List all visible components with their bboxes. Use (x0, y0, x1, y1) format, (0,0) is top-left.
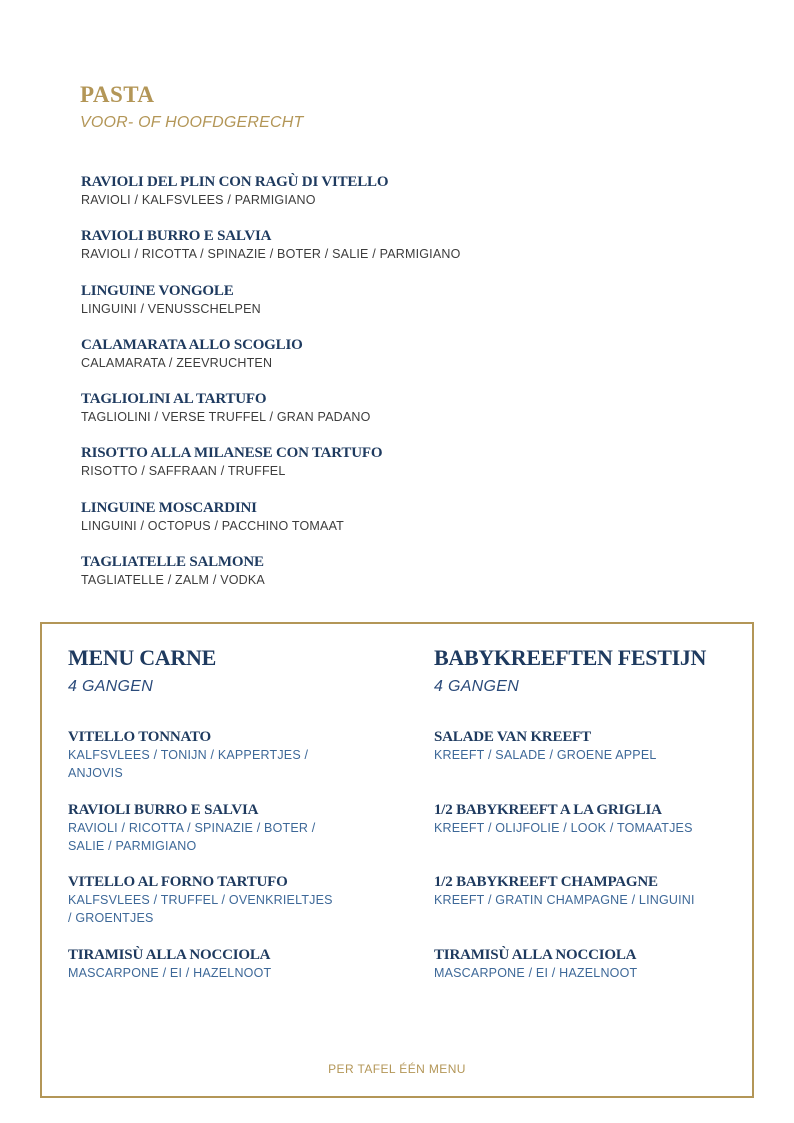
menu-babykreeften-title: BABYKREEFTEN FESTIJN (434, 645, 707, 670)
course-item (434, 946, 734, 1019)
dish-description: RISOTTO / SAFFRAAN / TRUFFEL (81, 464, 286, 479)
dish-item (81, 336, 641, 390)
pasta-title: PASTA (80, 82, 155, 107)
menu-footer-note: PER TAFEL ÉÉN MENU (328, 1062, 466, 1076)
course-name: TIRAMISÙ ALLA NOCCIOLA (434, 946, 637, 963)
dish-description: TAGLIOLINI / VERSE TRUFFEL / GRAN PADANO (81, 410, 371, 425)
course-description: KALFSVLEES / TONIJN / KAPPERTJES / ANJOVIS (68, 748, 309, 780)
dish-description: TAGLIATELLE / ZALM / VODKA (81, 573, 265, 588)
course-description: MASCARPONE / EI / HAZELNOOT (434, 965, 638, 980)
dish-name: RISOTTO ALLA MILANESE CON TARTUFO (81, 445, 383, 462)
course-item (68, 946, 368, 1019)
menu-babykreeften-courses (434, 728, 734, 1018)
dish-description: CALAMARATA / ZEEVRUCHTEN (81, 355, 273, 370)
dish-description: RAVIOLI / RICOTTA / SPINAZIE / BOTER / SALIE / PARMIGIANO (81, 247, 461, 262)
course-item (68, 801, 368, 874)
course-description: MASCARPONE / EI / HAZELNOOT (68, 965, 272, 980)
course-item (434, 728, 734, 801)
set-menus-box (40, 622, 754, 1098)
course-item (434, 801, 734, 874)
course-description: KALFSVLEES / TRUFFEL / OVENKRIELTJES / GROENTJES (68, 893, 333, 925)
course-description: KREEFT / OLIJFOLIE / LOOK / TOMAATJES (434, 820, 693, 835)
course-name: VITELLO AL FORNO TARTUFO (68, 874, 288, 890)
dish-name: TAGLIOLINI AL TARTUFO (81, 391, 267, 408)
menu-carne-subtitle: 4 GANGEN (68, 678, 154, 695)
dish-name: TAGLIATELLE SALMONE (81, 554, 264, 571)
course-name: VITELLO TONNATO (68, 729, 212, 745)
dish-item (81, 227, 641, 281)
course-item (434, 873, 734, 946)
dish-item (81, 499, 641, 553)
dish-item (81, 553, 641, 607)
menu-babykreeften-subtitle: 4 GANGEN (434, 678, 520, 695)
course-item (68, 728, 368, 801)
dish-item (81, 390, 641, 444)
dish-description: LINGUINI / VENUSSCHELPEN (81, 301, 261, 316)
dish-item (81, 282, 641, 336)
dish-item (81, 173, 641, 227)
dish-name: CALAMARATA ALLO SCOGLIO (81, 336, 303, 353)
course-name: 1/2 BABYKREEFT CHAMPAGNE (434, 874, 658, 890)
menu-babykreeften (434, 644, 734, 1018)
pasta-list (81, 173, 641, 607)
menu-carne-title: MENU CARNE (68, 645, 216, 670)
course-name: SALADE VAN KREEFT (434, 729, 591, 745)
course-name: 1/2 BABYKREEFT A LA GRIGLIA (434, 801, 662, 818)
dish-name: LINGUINE MOSCARDINI (81, 499, 257, 516)
course-item (68, 873, 368, 946)
dish-description: LINGUINI / OCTOPUS / PACCHINO TOMAAT (81, 518, 345, 533)
course-description: KREEFT / GRATIN CHAMPAGNE / LINGUINI (434, 893, 695, 907)
menu-carne (68, 644, 368, 1018)
dish-item (81, 444, 641, 498)
dish-name: RAVIOLI DEL PLIN CON RAGÙ DI VITELLO (81, 174, 389, 190)
course-name: TIRAMISÙ ALLA NOCCIOLA (68, 946, 271, 963)
course-description: RAVIOLI / RICOTTA / SPINAZIE / BOTER / SALIE / PARMIGIANO (68, 820, 316, 853)
course-description: KREEFT / SALADE / GROENE APPEL (434, 748, 657, 762)
course-name: RAVIOLI BURRO E SALVIA (68, 801, 259, 818)
pasta-subtitle: VOOR- OF HOOFDGERECHT (80, 114, 304, 131)
dish-description: RAVIOLI / KALFSVLEES / PARMIGIANO (81, 193, 316, 207)
dish-name: RAVIOLI BURRO E SALVIA (81, 228, 272, 245)
dish-name: LINGUINE VONGOLE (81, 282, 234, 299)
menu-carne-courses (68, 728, 368, 1018)
